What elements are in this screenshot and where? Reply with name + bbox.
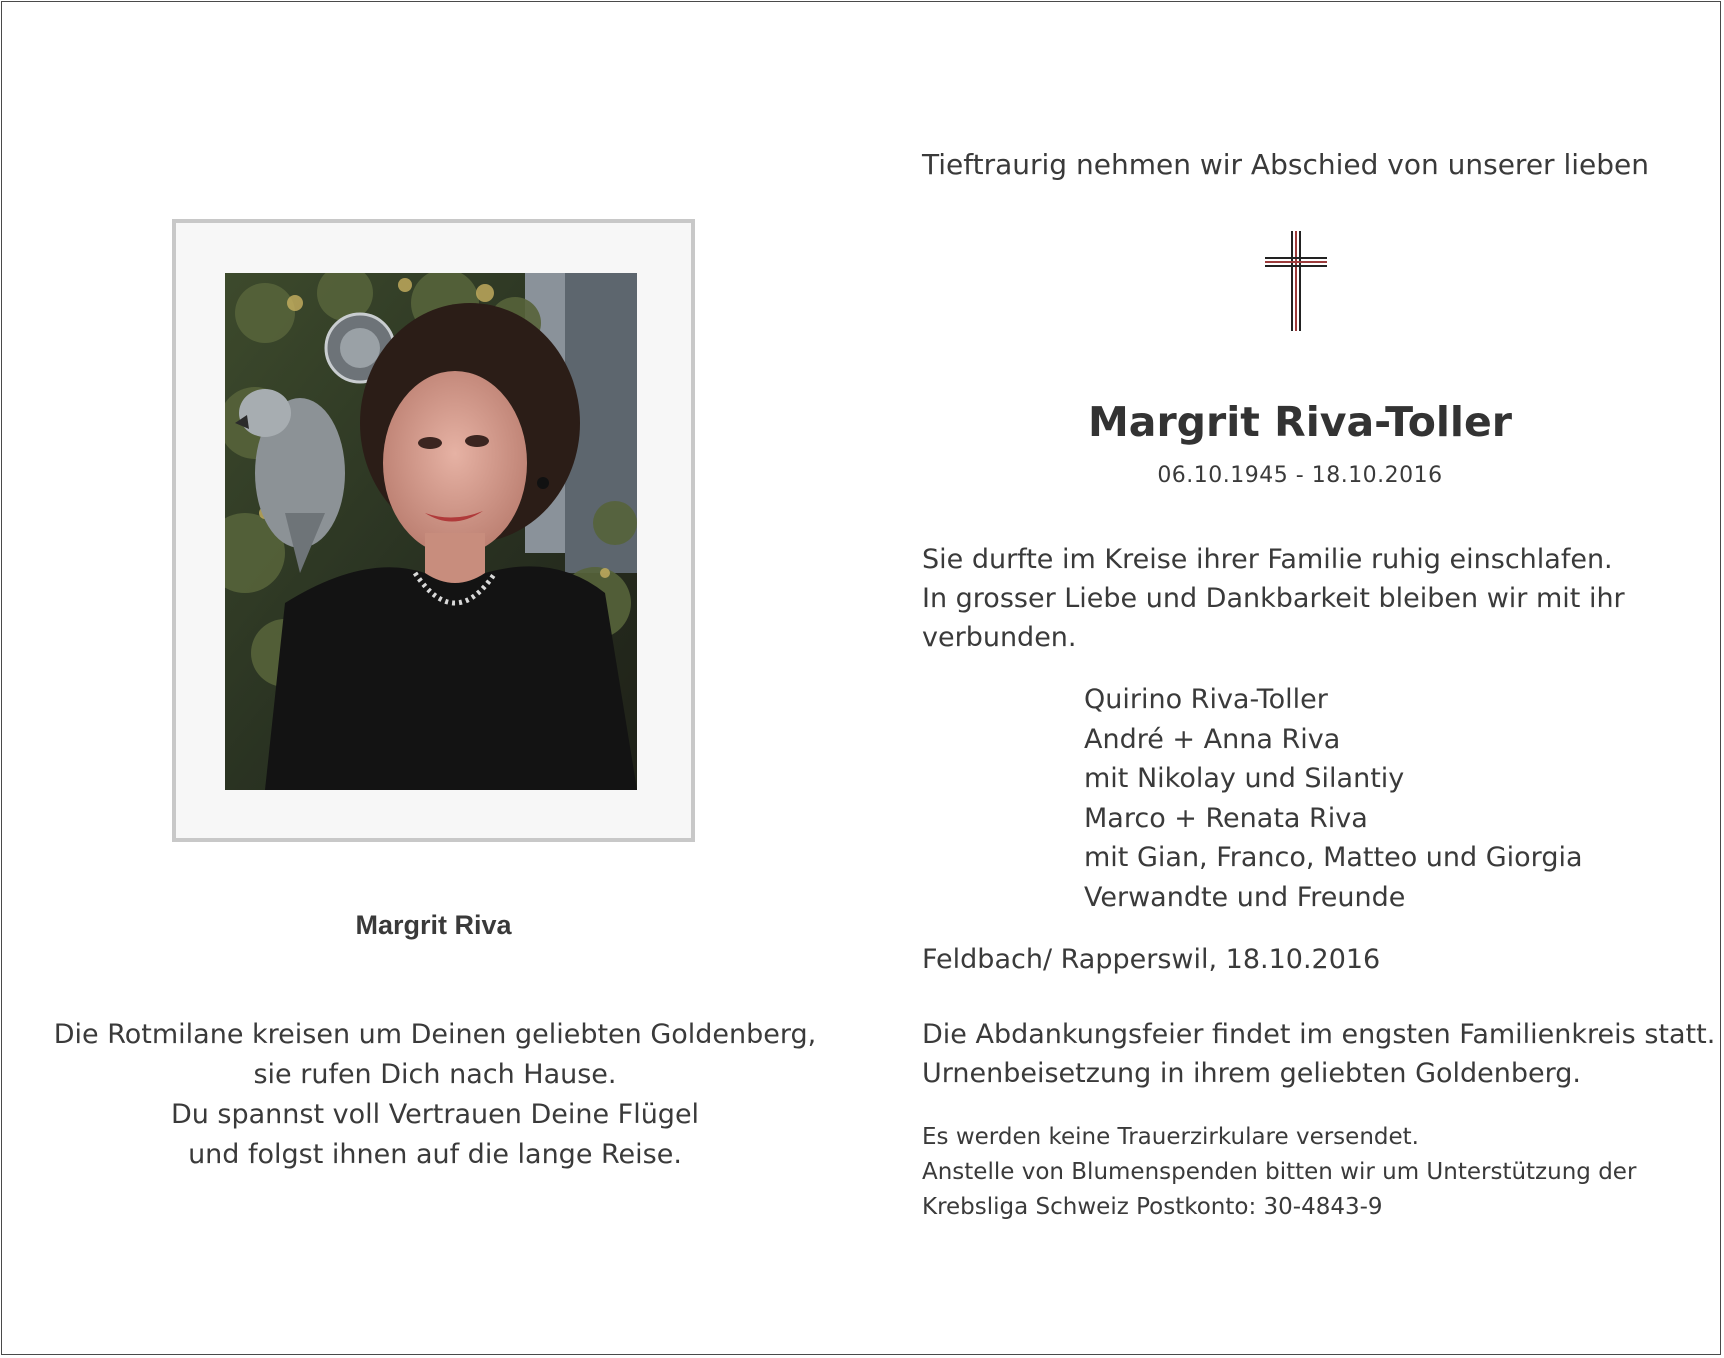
text-line: verbunden. (922, 622, 1077, 653)
poem-line: Du spannst voll Vertrauen Deine Flügel (170, 1099, 700, 1130)
family-member: Quirino Riva-Toller (1084, 684, 1328, 715)
life-dates: 06.10.1945 - 18.10.2016 (1157, 463, 1443, 488)
memorial-poem (20, 1015, 850, 1175)
poem-line: und folgst ihnen auf die lange Reise. (188, 1139, 682, 1170)
text-line: Es werden keine Trauerzirkulare versendet. (922, 1124, 1419, 1150)
poem-line: Die Rotmilane kreisen um Deinen geliebten Goldenberg, (53, 1019, 817, 1050)
place-date: Feldbach/ Rapperswil, 18.10.2016 (922, 944, 1381, 975)
family-list (1084, 680, 1583, 918)
family-member: mit Gian, Franco, Matteo und Giorgia (1084, 842, 1583, 874)
donation-notice (922, 1120, 1636, 1225)
deceased-name: Margrit Riva-Toller (1087, 398, 1512, 446)
family-member: mit Nikolay und Silantiy (1084, 763, 1405, 795)
portrait-photo (225, 273, 637, 790)
intro-text: Tieftraurig nehmen wir Abschied von unserer lieben (922, 148, 1649, 181)
text-line: Krebsliga Schweiz Postkonto: 30-4843-9 (922, 1194, 1383, 1220)
family-member: André + Anna Riva (1084, 723, 1341, 755)
cross-icon (1263, 229, 1329, 333)
text-line: In grosser Liebe und Dankbarkeit bleiben wir mit ihr (922, 583, 1625, 614)
text-line: Sie durfte im Kreise ihrer Familie ruhig einschlafen. (922, 544, 1613, 575)
ceremony-info (922, 1015, 1715, 1093)
farewell-text (922, 540, 1625, 657)
photo-caption: Margrit Riva (355, 910, 512, 940)
family-member: Marco + Renata Riva (1084, 802, 1368, 834)
text-line: Anstelle von Blumenspenden bitten wir um Unterstützung der (922, 1159, 1637, 1185)
poem-line: sie rufen Dich nach Hause. (253, 1059, 617, 1090)
text-line: Die Abdankungsfeier findet im engsten Familienkreis statt. (922, 1019, 1716, 1050)
family-member: Verwandte und Freunde (1084, 881, 1406, 913)
text-line: Urnenbeisetzung in ihrem geliebten Goldenberg. (922, 1058, 1581, 1089)
